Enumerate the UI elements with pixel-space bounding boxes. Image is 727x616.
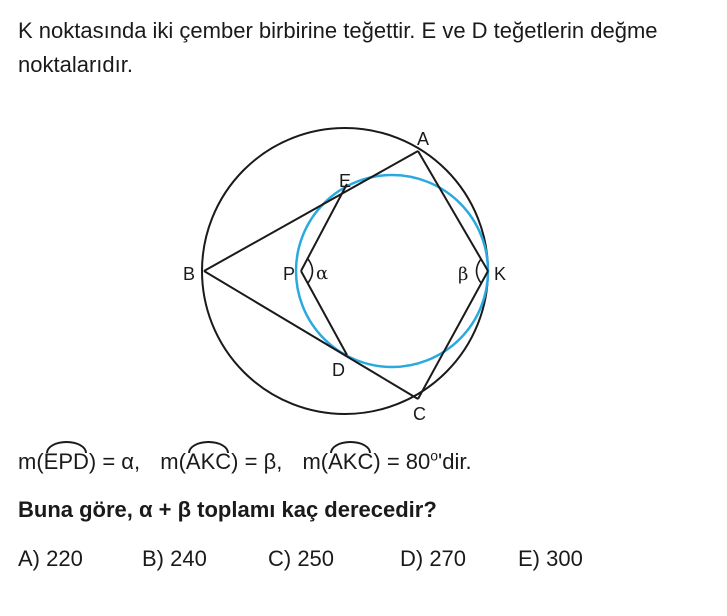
beta-angle-arc (477, 259, 482, 283)
question-text: Buna göre, α + β toplamı kaç derecedir? (18, 497, 437, 522)
given-measures (18, 448, 486, 475)
answer-option-b[interactable]: B) 240 (142, 546, 207, 571)
segment-AK (418, 151, 488, 271)
term-end: 'dir. (438, 449, 472, 475)
term-suffix: ) = β, (231, 449, 283, 475)
term-prefix: m( (18, 449, 44, 475)
answer-option-d[interactable]: D) 270 (400, 546, 467, 571)
arc-EPD: EPD (43, 449, 89, 475)
term-prefix: m( (160, 449, 186, 475)
term-prefix: m( (302, 449, 329, 475)
given-term-80 (302, 449, 471, 474)
label-A: A (417, 129, 430, 149)
given-term-beta (160, 449, 282, 474)
arc-AKC-80: AKC (328, 449, 374, 475)
given-term-alpha (18, 449, 140, 474)
label-K: K (494, 264, 507, 284)
label-P: P (283, 264, 296, 284)
label-beta: β (458, 264, 469, 285)
arc-AKC-beta: AKC (185, 449, 232, 475)
label-B: B (183, 264, 196, 284)
label-E: E (339, 171, 352, 191)
term-suffix: ) = 80 (373, 449, 431, 475)
label-alpha: α (316, 263, 329, 284)
degree-sup: o (430, 448, 439, 464)
answer-option-a[interactable]: A) 220 (18, 546, 83, 571)
label-C: C (413, 404, 426, 424)
term-suffix: ) = α, (88, 449, 141, 475)
answer-option-e[interactable]: E) 300 (518, 546, 583, 571)
segment-CK (418, 271, 488, 399)
answer-option-c[interactable]: C) 250 (268, 546, 335, 571)
problem-statement: K noktasında iki çember birbirine teğettir. E ve D teğetlerin değme noktalarıdır. (18, 18, 658, 77)
segment-EP (301, 184, 347, 271)
label-D: D (332, 360, 345, 380)
alpha-angle-arc (308, 259, 313, 283)
